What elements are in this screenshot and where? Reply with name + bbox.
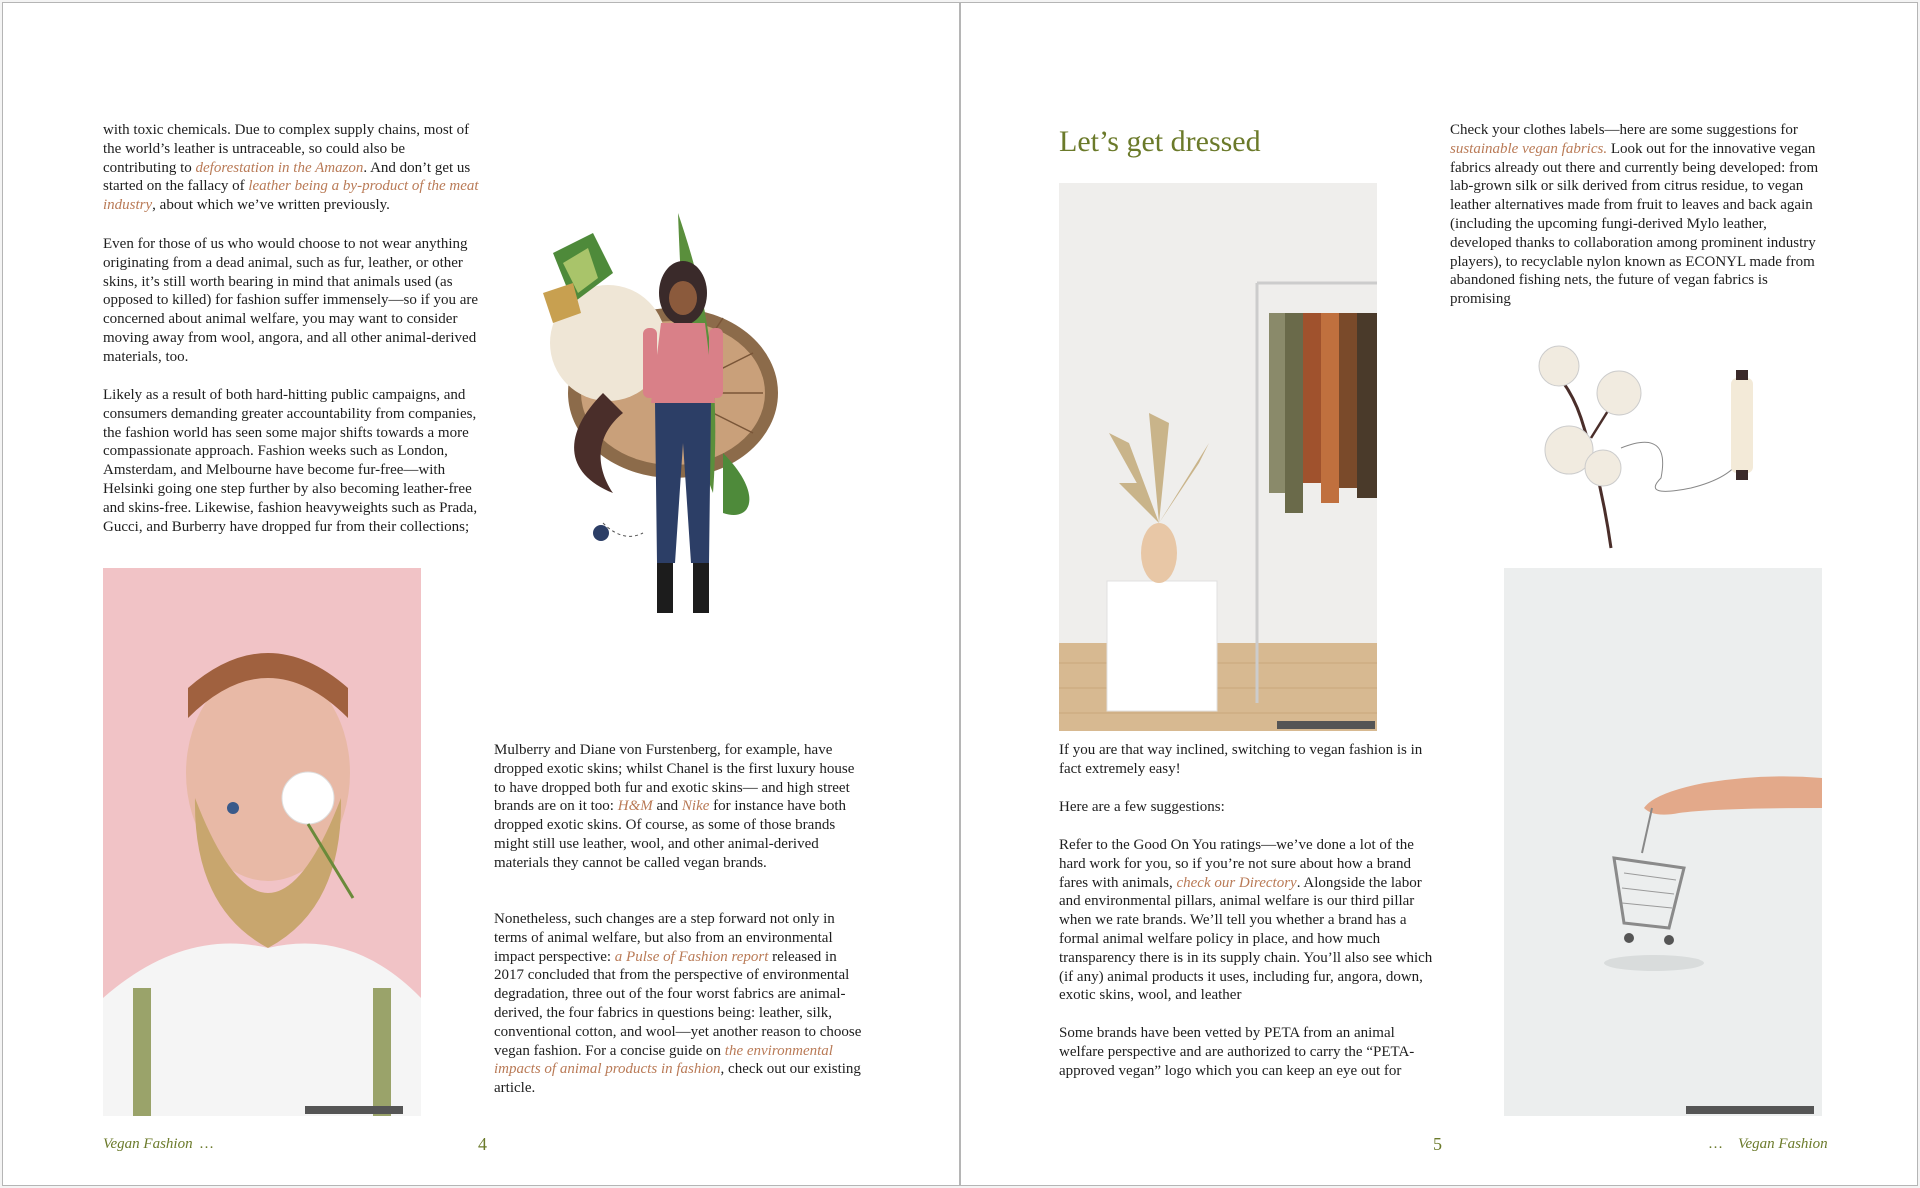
inline-link[interactable]: H&M [617, 798, 653, 815]
text-run: . And don’t get us started on the fallacy of [103, 159, 471, 195]
right-paragraph-2: Here are a few suggestions: [1059, 799, 1225, 815]
footer-ellipsis: … [199, 1136, 214, 1152]
left-paragraph-4 [494, 741, 864, 873]
text-run: with toxic chemicals. Due to complex supply chains, most of the world’s leather is untraceable, so could also be contributing to [103, 122, 470, 176]
footer-ellipsis: … [1708, 1136, 1723, 1152]
clothes-rack-photo [1059, 183, 1377, 731]
cotton-branch-illustration [1531, 338, 1771, 553]
bearded-man-photo [103, 568, 421, 1116]
section-heading: Let’s get dressed [1059, 125, 1261, 158]
left-paragraph-1 [103, 121, 481, 215]
left-paragraph-5 [494, 910, 864, 1098]
right-paragraph-1: If you are that way inclined, switching to vegan fashion is in fact extremely easy! [1059, 742, 1423, 777]
text-run: Nonetheless, such changes are a step forward not only in terms of animal welfare, but also from an environmental impact perspective: [494, 911, 835, 965]
text-run: Mulberry and Diane von Furstenberg, for example, have dropped exotic skins; whilst Chanel is the first luxury house to have dropped both fur and exotic skins— and high street brands are on it too: [494, 742, 855, 815]
right-paragraph-3 [1059, 836, 1437, 1005]
shopping-cart-photo [1504, 568, 1822, 1116]
left-page [2, 2, 960, 1186]
inline-link[interactable]: sustainable vegan fabrics. [1450, 140, 1608, 157]
fashion-illustration [523, 193, 823, 673]
inline-link[interactable]: deforestation in the Amazon [195, 159, 364, 176]
right-paragraph-5 [1450, 121, 1822, 309]
footer-label: Vegan Fashion [1738, 1136, 1828, 1152]
text-run: Look out for the innovative vegan fabrics already out there and currently being developed: from lab-grown silk or silk derived from citrus residue, to vegan leather alternatives made from fruit to leaves and back again (including the upcoming fungi-derived Mylo leather, developed thanks to collaboration among prominent industry players), to recyclable nylon known as ECONYL made from abandoned fishing nets, the future of vegan fabrics is promising [1450, 140, 1819, 308]
right-page [960, 2, 1918, 1186]
footer-label: Vegan Fashion [103, 1136, 193, 1152]
left-paragraph-3: Likely as a result of both hard-hitting public campaigns, and consumers demanding greater accountability from companies, the fashion world has seen some major shifts towards a more compassionate approach. Fashion weeks such as London, Amsterdam, and Melbourne have become fur-free—with Helsinki going one step further by also becoming leather-free and skins-free. Likewise, fashion heavyweights such as Prada, Gucci, and Burberry have dropped fur from their collections; [103, 387, 478, 535]
inline-link[interactable]: the environmental impacts of animal products in fashion [494, 1042, 833, 1078]
text-run: , check out our existing article. [494, 1061, 861, 1097]
page-number: 5 [1433, 1134, 1442, 1154]
inline-link[interactable]: check our Directory [1176, 874, 1297, 891]
page-number: 4 [478, 1134, 487, 1154]
image-scroll-bar [305, 1106, 403, 1114]
inline-link[interactable]: Nike [681, 798, 710, 815]
text-run: for instance have both dropped exotic skins. Of course, as some of those brands might still use leather, wool, and other animal-derived materials they cannot be called vegan brands. [494, 798, 847, 871]
text-run: Refer to the Good On You ratings—we’ve done a lot of the hard work for you, so if you’re not sure about how a brand fares with animals, [1059, 837, 1414, 891]
inline-link[interactable]: leather being a by-product of the meat industry [103, 178, 479, 214]
text-run: , about which we’ve written previously. [152, 197, 390, 214]
right-paragraph-4: Some brands have been vetted by PETA from an animal welfare perspective and are authorized to carry the “PETA-approved vegan” logo which you can keep an eye out for [1059, 1025, 1415, 1079]
text-run: released in 2017 concluded that from the perspective of environmental degradation, three out of the four worst fabrics are animal-derived, the four fabrics in questions being: leather, silk, conventional cotton, and wool—yet another reason to choose vegan fashion. For a concise guide on [494, 948, 862, 1059]
text-run: . Alongside the labor and environmental pillars, animal welfare is our third pillar when we rate brands. We’ll tell you whether a brand has a formal animal welfare policy in place, and how much transparency there is in its supply chain. You’ll also see which (if any) animal products it uses, including fur, angora, down, exotic skins, wool, and leather [1059, 874, 1433, 1004]
image-scroll-bar [1686, 1106, 1814, 1114]
text-run: Check your clothes labels—here are some suggestions for [1450, 122, 1798, 138]
inline-link[interactable]: a Pulse of Fashion report [614, 948, 769, 965]
left-paragraph-2: Even for those of us who would choose to not wear anything originating from a dead animal, such as fur, leather, or other skins, it’s still worth bearing in mind that animals used (as opposed to killed) for fashion suffer immensely—so if you are concerned about animal welfare, you may want to consider moving away from wool, angora, and all other animal-derived materials, too. [103, 236, 479, 365]
text-run: and [652, 798, 682, 815]
image-scroll-bar [1277, 721, 1375, 729]
